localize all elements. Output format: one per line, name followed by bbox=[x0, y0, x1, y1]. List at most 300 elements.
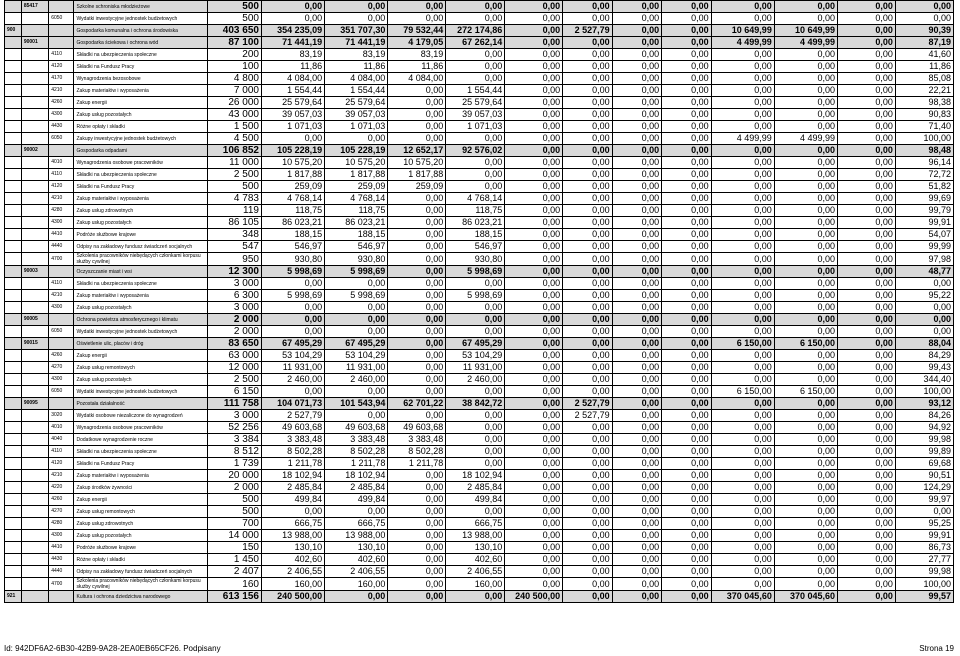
dzial-cell bbox=[5, 554, 22, 566]
inwestycje-cell: 4 499,99 bbox=[774, 37, 837, 49]
procent-cell: 99,97 bbox=[895, 494, 953, 506]
procent-cell: 100,00 bbox=[895, 386, 953, 398]
plan-cell: 3 384 bbox=[208, 434, 262, 446]
wydatki-biezace-cell: 2 485,84 bbox=[325, 482, 388, 494]
wydatki-biezace-cell: 188,15 bbox=[325, 229, 388, 241]
table-row bbox=[5, 205, 954, 217]
table-row bbox=[5, 193, 954, 205]
wykonanie-cell: 11 931,00 bbox=[261, 362, 324, 374]
obsluga-dlugu-cell: 0,00 bbox=[612, 446, 662, 458]
wynagrodzenia-cell: 10 575,20 bbox=[388, 157, 446, 169]
poreczenia-cell: 0,00 bbox=[662, 591, 712, 603]
name-cell: Zakup usług remontowych bbox=[74, 362, 208, 374]
wynagrodzenia-cell: 0,00 bbox=[388, 302, 446, 314]
majatkowe-cell: 0,00 bbox=[711, 205, 774, 217]
wklady-cell: 0,00 bbox=[838, 37, 896, 49]
obsluga-dlugu-cell: 0,00 bbox=[612, 229, 662, 241]
dzial-cell bbox=[5, 121, 22, 133]
wynagrodzenia-cell: 0,00 bbox=[388, 314, 446, 326]
paragraf-cell: 6050 bbox=[49, 386, 74, 398]
wydatki-biezace-cell: 259,09 bbox=[325, 181, 388, 193]
statutowe-cell: 0,00 bbox=[446, 591, 505, 603]
wykonanie-cell: 930,80 bbox=[261, 253, 324, 266]
dotacje-cell: 0,00 bbox=[505, 434, 563, 446]
name-cell: Gospodarka komunalna i ochrona środowiska bbox=[74, 25, 208, 37]
dotacje-cell: 0,00 bbox=[505, 13, 563, 25]
statutowe-cell: 67 495,29 bbox=[446, 338, 505, 350]
swiadczenia-cell: 0,00 bbox=[563, 470, 613, 482]
paragraf-cell: 4300 bbox=[49, 302, 74, 314]
dotacje-cell: 0,00 bbox=[505, 302, 563, 314]
dzial-cell bbox=[5, 386, 22, 398]
paragraf-cell: 4120 bbox=[49, 181, 74, 193]
dotacje-cell: 0,00 bbox=[505, 482, 563, 494]
rozdzial-cell bbox=[21, 278, 48, 290]
wklady-cell: 0,00 bbox=[838, 566, 896, 578]
poreczenia-cell: 0,00 bbox=[662, 398, 712, 410]
wynagrodzenia-cell: 62 701,22 bbox=[388, 398, 446, 410]
majatkowe-cell: 0,00 bbox=[711, 193, 774, 205]
paragraf-cell bbox=[49, 338, 74, 350]
rozdzial-cell bbox=[21, 566, 48, 578]
inwestycje-cell: 10 649,99 bbox=[774, 25, 837, 37]
poreczenia-cell: 0,00 bbox=[662, 266, 712, 278]
wykonanie-cell: 130,10 bbox=[261, 542, 324, 554]
poreczenia-cell: 0,00 bbox=[662, 49, 712, 61]
obsluga-dlugu-cell: 0,00 bbox=[612, 121, 662, 133]
procent-cell: 99,89 bbox=[895, 446, 953, 458]
obsluga-dlugu-cell: 0,00 bbox=[612, 542, 662, 554]
wydatki-biezace-cell: 351 707,30 bbox=[325, 25, 388, 37]
wklady-cell: 0,00 bbox=[838, 374, 896, 386]
procent-cell: 86,73 bbox=[895, 542, 953, 554]
majatkowe-cell: 0,00 bbox=[711, 446, 774, 458]
plan-cell: 100 bbox=[208, 61, 262, 73]
dotacje-cell: 0,00 bbox=[505, 217, 563, 229]
statutowe-cell: 0,00 bbox=[446, 278, 505, 290]
wykonanie-cell: 354 235,09 bbox=[261, 25, 324, 37]
wynagrodzenia-cell: 0,00 bbox=[388, 362, 446, 374]
statutowe-cell: 0,00 bbox=[446, 61, 505, 73]
plan-cell: 200 bbox=[208, 49, 262, 61]
majatkowe-cell: 0,00 bbox=[711, 85, 774, 97]
wynagrodzenia-cell: 12 652,17 bbox=[388, 145, 446, 157]
wynagrodzenia-cell: 0,00 bbox=[388, 470, 446, 482]
dzial-cell bbox=[5, 374, 22, 386]
swiadczenia-cell: 0,00 bbox=[563, 85, 613, 97]
rozdzial-cell bbox=[21, 554, 48, 566]
wynagrodzenia-cell: 0,00 bbox=[388, 217, 446, 229]
paragraf-cell bbox=[49, 398, 74, 410]
wykonanie-cell: 67 495,29 bbox=[261, 338, 324, 350]
paragraf-cell: 4260 bbox=[49, 350, 74, 362]
majatkowe-cell: 0,00 bbox=[711, 470, 774, 482]
swiadczenia-cell: 0,00 bbox=[563, 145, 613, 157]
wydatki-biezace-cell: 0,00 bbox=[325, 410, 388, 422]
name-cell: Składki na ubezpieczenia społeczne bbox=[74, 446, 208, 458]
plan-cell: 2 500 bbox=[208, 169, 262, 181]
paragraf-cell bbox=[49, 1, 74, 13]
majatkowe-cell: 370 045,60 bbox=[711, 591, 774, 603]
swiadczenia-cell: 0,00 bbox=[563, 13, 613, 25]
dotacje-cell: 0,00 bbox=[505, 157, 563, 169]
wynagrodzenia-cell: 0,00 bbox=[388, 133, 446, 145]
dotacje-cell: 0,00 bbox=[505, 85, 563, 97]
name-cell: Wydatki inwestycyjne jednostek budżetowych bbox=[74, 13, 208, 25]
wynagrodzenia-cell: 0,00 bbox=[388, 290, 446, 302]
wydatki-biezace-cell: 101 543,94 bbox=[325, 398, 388, 410]
name-cell: Zakup usług pozostałych bbox=[74, 217, 208, 229]
dotacje-cell: 0,00 bbox=[505, 49, 563, 61]
rozdzial-cell bbox=[21, 97, 48, 109]
plan-cell: 111 758 bbox=[208, 398, 262, 410]
plan-cell: 2 407 bbox=[208, 566, 262, 578]
dotacje-cell: 0,00 bbox=[505, 229, 563, 241]
wynagrodzenia-cell: 0,00 bbox=[388, 241, 446, 253]
statutowe-cell: 402,60 bbox=[446, 554, 505, 566]
poreczenia-cell: 0,00 bbox=[662, 229, 712, 241]
wynagrodzenia-cell: 0,00 bbox=[388, 530, 446, 542]
dotacje-cell: 0,00 bbox=[505, 338, 563, 350]
wynagrodzenia-cell: 0,00 bbox=[388, 266, 446, 278]
poreczenia-cell: 0,00 bbox=[662, 422, 712, 434]
wydatki-biezace-cell: 0,00 bbox=[325, 591, 388, 603]
majatkowe-cell: 0,00 bbox=[711, 542, 774, 554]
table-row bbox=[5, 591, 954, 603]
wykonanie-cell: 160,00 bbox=[261, 578, 324, 591]
poreczenia-cell: 0,00 bbox=[662, 302, 712, 314]
table-row bbox=[5, 338, 954, 350]
name-cell: Oświetlenie ulic, placów i dróg bbox=[74, 338, 208, 350]
wykonanie-cell: 53 104,29 bbox=[261, 350, 324, 362]
wklady-cell: 0,00 bbox=[838, 73, 896, 85]
dzial-cell bbox=[5, 446, 22, 458]
rozdzial-cell bbox=[21, 229, 48, 241]
table-row bbox=[5, 25, 954, 37]
wynagrodzenia-cell: 0,00 bbox=[388, 554, 446, 566]
paragraf-cell: 4270 bbox=[49, 362, 74, 374]
swiadczenia-cell: 0,00 bbox=[563, 266, 613, 278]
obsluga-dlugu-cell: 0,00 bbox=[612, 266, 662, 278]
majatkowe-cell: 0,00 bbox=[711, 181, 774, 193]
table-row bbox=[5, 97, 954, 109]
swiadczenia-cell: 0,00 bbox=[563, 121, 613, 133]
obsluga-dlugu-cell: 0,00 bbox=[612, 73, 662, 85]
paragraf-cell: 4300 bbox=[49, 109, 74, 121]
plan-cell: 2 500 bbox=[208, 374, 262, 386]
wklady-cell: 0,00 bbox=[838, 338, 896, 350]
name-cell: Zakup materiałów i wyposażenia bbox=[74, 290, 208, 302]
statutowe-cell: 25 579,64 bbox=[446, 97, 505, 109]
obsluga-dlugu-cell: 0,00 bbox=[612, 109, 662, 121]
plan-cell: 3 000 bbox=[208, 278, 262, 290]
statutowe-cell: 0,00 bbox=[446, 446, 505, 458]
wydatki-biezace-cell: 0,00 bbox=[325, 326, 388, 338]
swiadczenia-cell: 0,00 bbox=[563, 169, 613, 181]
wydatki-biezace-cell: 0,00 bbox=[325, 13, 388, 25]
statutowe-cell: 2 406,55 bbox=[446, 566, 505, 578]
wydatki-biezace-cell: 0,00 bbox=[325, 386, 388, 398]
dzial-cell bbox=[5, 566, 22, 578]
table-row bbox=[5, 518, 954, 530]
plan-cell: 11 000 bbox=[208, 157, 262, 169]
inwestycje-cell: 6 150,00 bbox=[774, 386, 837, 398]
majatkowe-cell: 0,00 bbox=[711, 530, 774, 542]
swiadczenia-cell: 0,00 bbox=[563, 566, 613, 578]
inwestycje-cell: 0,00 bbox=[774, 1, 837, 13]
dzial-cell bbox=[5, 398, 22, 410]
name-cell: Zakup materiałów i wyposażenia bbox=[74, 85, 208, 97]
dzial-cell bbox=[5, 458, 22, 470]
name-cell: Zakup materiałów i wyposażenia bbox=[74, 193, 208, 205]
paragraf-cell: 4210 bbox=[49, 85, 74, 97]
wynagrodzenia-cell: 0,00 bbox=[388, 566, 446, 578]
wklady-cell: 0,00 bbox=[838, 205, 896, 217]
obsluga-dlugu-cell: 0,00 bbox=[612, 217, 662, 229]
procent-cell: 99,99 bbox=[895, 241, 953, 253]
dotacje-cell: 0,00 bbox=[505, 494, 563, 506]
wklady-cell: 0,00 bbox=[838, 362, 896, 374]
rozdzial-cell bbox=[21, 422, 48, 434]
poreczenia-cell: 0,00 bbox=[662, 13, 712, 25]
procent-cell: 94,92 bbox=[895, 422, 953, 434]
majatkowe-cell: 0,00 bbox=[711, 362, 774, 374]
procent-cell: 0,00 bbox=[895, 506, 953, 518]
plan-cell: 3 000 bbox=[208, 302, 262, 314]
swiadczenia-cell: 0,00 bbox=[563, 314, 613, 326]
table-row bbox=[5, 446, 954, 458]
majatkowe-cell: 4 499,99 bbox=[711, 133, 774, 145]
wydatki-biezace-cell: 499,84 bbox=[325, 494, 388, 506]
dzial-cell bbox=[5, 314, 22, 326]
plan-cell: 6 150 bbox=[208, 386, 262, 398]
majatkowe-cell: 4 499,99 bbox=[711, 37, 774, 49]
dzial-cell bbox=[5, 37, 22, 49]
wykonanie-cell: 1 817,88 bbox=[261, 169, 324, 181]
poreczenia-cell: 0,00 bbox=[662, 542, 712, 554]
statutowe-cell: 39 057,03 bbox=[446, 109, 505, 121]
wklady-cell: 0,00 bbox=[838, 266, 896, 278]
paragraf-cell: 4010 bbox=[49, 422, 74, 434]
name-cell: Szkolne schroniska młodzieżowe bbox=[74, 1, 208, 13]
plan-cell: 106 852 bbox=[208, 145, 262, 157]
poreczenia-cell: 0,00 bbox=[662, 121, 712, 133]
obsluga-dlugu-cell: 0,00 bbox=[612, 410, 662, 422]
wynagrodzenia-cell: 0,00 bbox=[388, 338, 446, 350]
wynagrodzenia-cell: 0,00 bbox=[388, 13, 446, 25]
dotacje-cell: 0,00 bbox=[505, 506, 563, 518]
statutowe-cell: 18 102,94 bbox=[446, 470, 505, 482]
table-row bbox=[5, 278, 954, 290]
table-row bbox=[5, 458, 954, 470]
swiadczenia-cell: 0,00 bbox=[563, 518, 613, 530]
rozdzial-cell bbox=[21, 290, 48, 302]
swiadczenia-cell: 0,00 bbox=[563, 482, 613, 494]
wydatki-biezace-cell: 83,19 bbox=[325, 49, 388, 61]
plan-cell: 63 000 bbox=[208, 350, 262, 362]
inwestycje-cell: 0,00 bbox=[774, 434, 837, 446]
wydatki-biezace-cell: 67 495,29 bbox=[325, 338, 388, 350]
statutowe-cell: 666,75 bbox=[446, 518, 505, 530]
table-row bbox=[5, 386, 954, 398]
name-cell: Składki na Fundusz Pracy bbox=[74, 61, 208, 73]
name-cell: Różne opłaty i składki bbox=[74, 121, 208, 133]
plan-cell: 700 bbox=[208, 518, 262, 530]
paragraf-cell: 4110 bbox=[49, 169, 74, 181]
statutowe-cell: 0,00 bbox=[446, 506, 505, 518]
name-cell: Wydatki inwestycyjne jednostek budżetowych bbox=[74, 386, 208, 398]
name-cell: Wydatki osobowe niezaliczone do wynagrodzeń bbox=[74, 410, 208, 422]
inwestycje-cell: 0,00 bbox=[774, 241, 837, 253]
swiadczenia-cell: 0,00 bbox=[563, 446, 613, 458]
obsluga-dlugu-cell: 0,00 bbox=[612, 554, 662, 566]
table-body bbox=[5, 1, 954, 603]
wklady-cell: 0,00 bbox=[838, 326, 896, 338]
table-row bbox=[5, 37, 954, 49]
swiadczenia-cell: 0,00 bbox=[563, 229, 613, 241]
wynagrodzenia-cell: 79 532,44 bbox=[388, 25, 446, 37]
wykonanie-cell: 1 554,44 bbox=[261, 85, 324, 97]
procent-cell: 97,98 bbox=[895, 253, 953, 266]
wydatki-biezace-cell: 666,75 bbox=[325, 518, 388, 530]
dotacje-cell: 0,00 bbox=[505, 350, 563, 362]
wklady-cell: 0,00 bbox=[838, 97, 896, 109]
statutowe-cell: 0,00 bbox=[446, 302, 505, 314]
wynagrodzenia-cell: 0,00 bbox=[388, 121, 446, 133]
table-row bbox=[5, 506, 954, 518]
dotacje-cell: 0,00 bbox=[505, 253, 563, 266]
rozdzial-cell: 90003 bbox=[21, 266, 48, 278]
poreczenia-cell: 0,00 bbox=[662, 434, 712, 446]
table-row bbox=[5, 350, 954, 362]
statutowe-cell: 188,15 bbox=[446, 229, 505, 241]
table-row bbox=[5, 49, 954, 61]
wklady-cell: 0,00 bbox=[838, 578, 896, 591]
plan-cell: 86 105 bbox=[208, 217, 262, 229]
dzial-cell bbox=[5, 410, 22, 422]
dotacje-cell: 0,00 bbox=[505, 193, 563, 205]
plan-cell: 4 500 bbox=[208, 133, 262, 145]
wykonanie-cell: 4 768,14 bbox=[261, 193, 324, 205]
plan-cell: 403 650 bbox=[208, 25, 262, 37]
poreczenia-cell: 0,00 bbox=[662, 109, 712, 121]
inwestycje-cell: 0,00 bbox=[774, 374, 837, 386]
statutowe-cell: 86 023,21 bbox=[446, 217, 505, 229]
paragraf-cell: 4280 bbox=[49, 205, 74, 217]
name-cell: Wynagrodzenia osobowe pracowników bbox=[74, 422, 208, 434]
rozdzial-cell: 90015 bbox=[21, 338, 48, 350]
rozdzial-cell bbox=[21, 49, 48, 61]
swiadczenia-cell: 0,00 bbox=[563, 362, 613, 374]
obsluga-dlugu-cell: 0,00 bbox=[612, 470, 662, 482]
majatkowe-cell: 0,00 bbox=[711, 73, 774, 85]
procent-cell: 99,98 bbox=[895, 434, 953, 446]
swiadczenia-cell: 0,00 bbox=[563, 157, 613, 169]
wynagrodzenia-cell: 49 603,68 bbox=[388, 422, 446, 434]
majatkowe-cell: 0,00 bbox=[711, 121, 774, 133]
wklady-cell: 0,00 bbox=[838, 121, 896, 133]
statutowe-cell: 160,00 bbox=[446, 578, 505, 591]
majatkowe-cell: 0,00 bbox=[711, 61, 774, 73]
majatkowe-cell: 0,00 bbox=[711, 398, 774, 410]
swiadczenia-cell: 2 527,79 bbox=[563, 410, 613, 422]
wydatki-biezace-cell: 18 102,94 bbox=[325, 470, 388, 482]
statutowe-cell: 0,00 bbox=[446, 157, 505, 169]
wklady-cell: 0,00 bbox=[838, 458, 896, 470]
dzial-cell bbox=[5, 61, 22, 73]
poreczenia-cell: 0,00 bbox=[662, 181, 712, 193]
name-cell: Zakup energii bbox=[74, 97, 208, 109]
procent-cell: 98,38 bbox=[895, 97, 953, 109]
wykonanie-cell: 666,75 bbox=[261, 518, 324, 530]
plan-cell: 14 000 bbox=[208, 530, 262, 542]
wynagrodzenia-cell: 0,00 bbox=[388, 97, 446, 109]
table-row bbox=[5, 314, 954, 326]
statutowe-cell: 53 104,29 bbox=[446, 350, 505, 362]
swiadczenia-cell: 0,00 bbox=[563, 73, 613, 85]
wykonanie-cell: 2 485,84 bbox=[261, 482, 324, 494]
statutowe-cell: 2 460,00 bbox=[446, 374, 505, 386]
inwestycje-cell: 0,00 bbox=[774, 49, 837, 61]
name-cell: Dodatkowe wynagrodzenie roczne bbox=[74, 434, 208, 446]
wykonanie-cell: 259,09 bbox=[261, 181, 324, 193]
wklady-cell: 0,00 bbox=[838, 398, 896, 410]
poreczenia-cell: 0,00 bbox=[662, 326, 712, 338]
majatkowe-cell: 0,00 bbox=[711, 326, 774, 338]
majatkowe-cell: 0,00 bbox=[711, 145, 774, 157]
paragraf-cell: 4440 bbox=[49, 241, 74, 253]
obsluga-dlugu-cell: 0,00 bbox=[612, 398, 662, 410]
wynagrodzenia-cell: 4 179,05 bbox=[388, 37, 446, 49]
dzial-cell bbox=[5, 97, 22, 109]
obsluga-dlugu-cell: 0,00 bbox=[612, 181, 662, 193]
page-number: Strona 19 bbox=[919, 644, 954, 653]
wklady-cell: 0,00 bbox=[838, 386, 896, 398]
inwestycje-cell: 0,00 bbox=[774, 181, 837, 193]
wykonanie-cell: 5 998,69 bbox=[261, 266, 324, 278]
rozdzial-cell bbox=[21, 530, 48, 542]
inwestycje-cell: 0,00 bbox=[774, 566, 837, 578]
swiadczenia-cell: 0,00 bbox=[563, 97, 613, 109]
statutowe-cell: 0,00 bbox=[446, 169, 505, 181]
obsluga-dlugu-cell: 0,00 bbox=[612, 350, 662, 362]
wykonanie-cell: 118,75 bbox=[261, 205, 324, 217]
poreczenia-cell: 0,00 bbox=[662, 458, 712, 470]
statutowe-cell: 67 262,14 bbox=[446, 37, 505, 49]
poreczenia-cell: 0,00 bbox=[662, 338, 712, 350]
dotacje-cell: 0,00 bbox=[505, 566, 563, 578]
wydatki-biezace-cell: 5 998,69 bbox=[325, 266, 388, 278]
swiadczenia-cell: 0,00 bbox=[563, 591, 613, 603]
plan-cell: 500 bbox=[208, 181, 262, 193]
paragraf-cell: 4210 bbox=[49, 470, 74, 482]
procent-cell: 88,04 bbox=[895, 338, 953, 350]
wklady-cell: 0,00 bbox=[838, 518, 896, 530]
rozdzial-cell: 90095 bbox=[21, 398, 48, 410]
wklady-cell: 0,00 bbox=[838, 494, 896, 506]
poreczenia-cell: 0,00 bbox=[662, 1, 712, 13]
wklady-cell: 0,00 bbox=[838, 1, 896, 13]
rozdzial-cell bbox=[21, 326, 48, 338]
obsluga-dlugu-cell: 0,00 bbox=[612, 530, 662, 542]
wykonanie-cell: 3 383,48 bbox=[261, 434, 324, 446]
statutowe-cell: 0,00 bbox=[446, 1, 505, 13]
paragraf-cell: 4170 bbox=[49, 73, 74, 85]
obsluga-dlugu-cell: 0,00 bbox=[612, 193, 662, 205]
dzial-cell bbox=[5, 506, 22, 518]
dzial-cell bbox=[5, 530, 22, 542]
name-cell: Składki na Fundusz Pracy bbox=[74, 458, 208, 470]
